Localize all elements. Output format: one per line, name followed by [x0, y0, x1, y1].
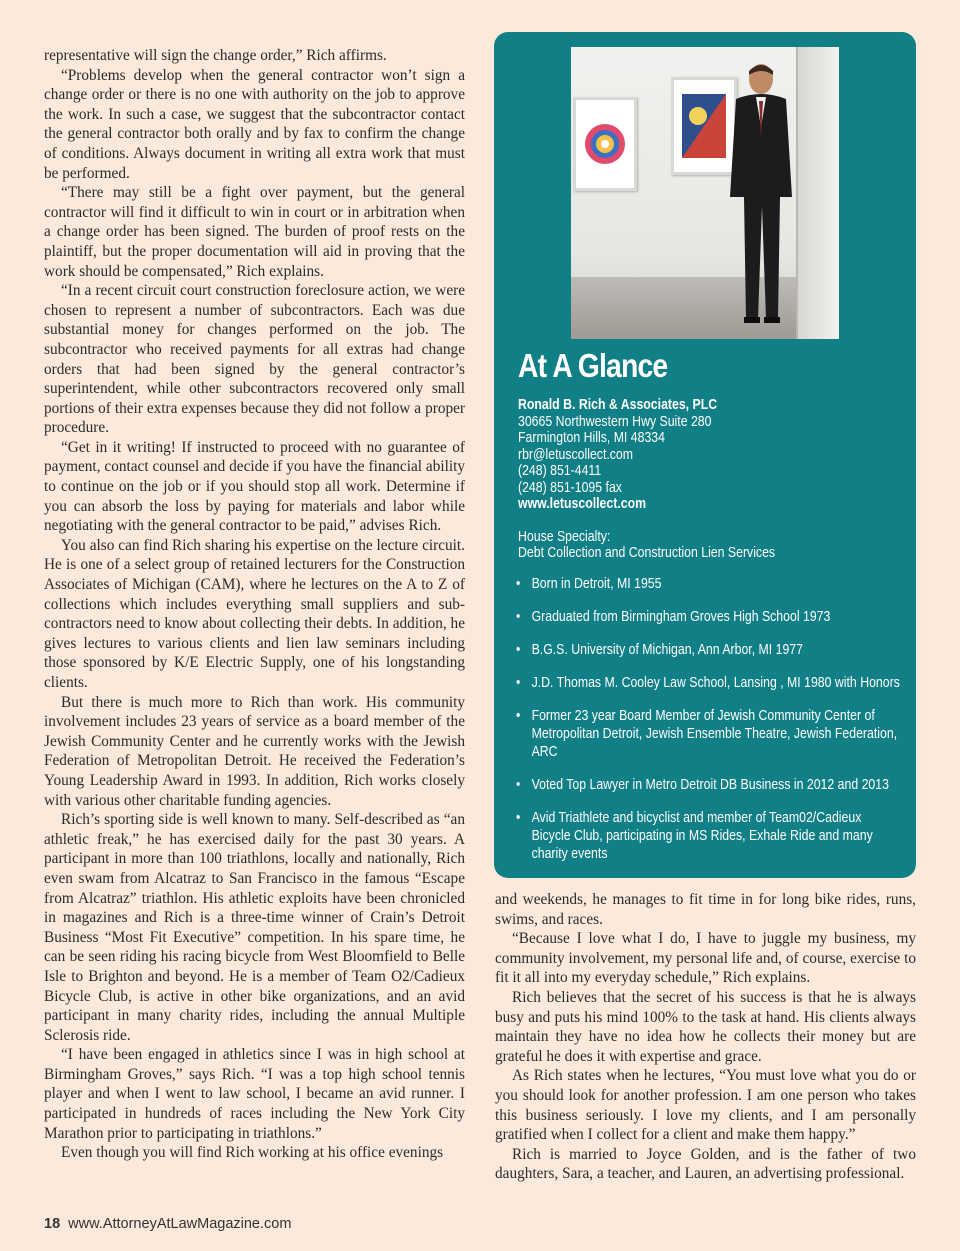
list-item: • Born in Detroit, MI 1955: [516, 575, 901, 593]
paragraph: As Rich states when he lectures, “You must love what you do or you should look for another profession. I am one person who takes this business seriously. I love my clients, and I am personally gratified when I collect for a client and make them happy.”: [495, 1067, 916, 1144]
list-item: • Avid Triathlete and bicyclist and member of Team02/Cadieux Bicycle Club, participating in MS Rides, Exhale Ride and many charity events: [516, 809, 901, 863]
at-a-glance-sidebar: [494, 32, 916, 878]
phone-number: (248) 851-4411: [518, 462, 602, 479]
paragraph: “In a recent circuit court construction foreclosure action, we were chosen to represent a number of subcontractors. Each was due substantial money for changes performed on the job. The subcontractor who received payments for all extras had change orders that had been signed by the general contractor’s superintendent, while other subcontractors recovered only small portions of their extra expenses because they did not follow a proper procedure.: [44, 282, 465, 437]
website-link[interactable]: www.letuscollect.com: [518, 495, 647, 512]
list-item: • Former 23 year Board Member of Jewish Community Center of Metropolitan Detroit, Jewish Ensemble Theatre, Jewish Federation, ARC: [516, 707, 901, 761]
paragraph: Even though you will find Rich working at his office evenings: [61, 1144, 444, 1162]
list-item: • B.G.S. University of Michigan, Ann Arbor, MI 1977: [516, 641, 901, 659]
address-line: 30665 Northwestern Hwy Suite 280: [518, 412, 712, 430]
fax-number: (248) 851-1095 fax: [518, 478, 622, 496]
contact-info: [518, 397, 862, 562]
paragraph: and weekends, he manages to fit time in for long bike rides, runs, swims, and races.: [495, 891, 916, 928]
paragraph: Rich’s sporting side is well known to many. Self-described as “an athletic freak,” he has exercised daily for the past 30 years. A participant in more than 100 triathlons, locally and nationally, Rich even swam from Alcatraz to San Francisco in the famous “Escape from Alcatraz” triathlon. His athletic exploits have been chronicled in magazines and Rich is a three-time winner of Crain’s Detroit Business “Most Fit Executive” competition. In his spare time, he can be seen riding his racing bicycle from West Bloomfield to Belle Isle to Brighton and beyond. He is a member of Team O2/Cadieux Bicycle Club, is active in other bike organizations, and an avid participant in many charity rides, including the annual Multiple Sclerosis ride.: [44, 811, 465, 1044]
sidebar-title: At A Glance: [518, 347, 668, 384]
specialty-text: Debt Collection and Construction Lien Services: [518, 544, 776, 561]
list-item: • Graduated from Birmingham Groves High School 1973: [516, 608, 901, 626]
paragraph: Rich believes that the secret of his success is that he is always busy and puts his mind 100% to the task at hand. His clients always maintain they have no idea how he collects their money but are grateful he does it with expertise and grace.: [495, 988, 916, 1065]
paragraph: representative will sign the change order,” Rich affirms.: [44, 47, 387, 64]
person-figure: [716, 57, 806, 327]
facts-list: [516, 575, 901, 878]
paragraph: “Get in it writing! If instructed to proceed with no guarantee of payment, contact counsel and decide if you have the financial ability to continue on the job or if you should stop all work. Determine if you can absorb the loss by paying for materials and labor while negotiating with the general contractor to be paid,” advises Rich.: [44, 438, 465, 535]
list-item: • Voted Top Lawyer in Metro Detroit DB Business in 2012 and 2013: [516, 776, 901, 794]
email-link[interactable]: rbr@letuscollect.com: [518, 445, 634, 463]
specialty-label: House Specialty:: [518, 527, 611, 545]
list-item: • J.D. Thomas M. Cooley Law School, Lansing , MI 1980 with Honors: [516, 674, 901, 692]
paragraph: “I have been engaged in athletics since I was in high school at Birmingham Groves,” says Rich. “I was a top high school tennis player and when I went to law school, I became an avid runner. I participated in hundreds of races including the New York City Marathon prior to participating in triathlons.”: [44, 1046, 465, 1142]
paragraph: Rich is married to Joyce Golden, and is the father of two daughters, Sara, a teacher, and Lauren, an advertising professional.: [495, 1145, 916, 1183]
article-left-column: [44, 46, 465, 1163]
paragraph: “There may still be a fight over payment, but the general contractor will find it difficult to win in court or in arbitration when a change order has been signed. The burden of proof rests on the plaintiff, but the proper documentation will aid in proving that the work should be compensated,” Rich explains.: [44, 184, 465, 280]
article-right-column: [495, 890, 916, 1184]
firm-name: Ronald B. Rich & Associates, PLC: [518, 396, 718, 413]
portrait-photo: [571, 47, 839, 339]
page-footer: [44, 1216, 291, 1232]
paragraph: You also can find Rich sharing his expertise on the lecture circuit. He is one of a select group of retained lecturers for the Construction Associates of Michigan (CAM), where he lectures on the A to Z of collections which includes everything small suppliers and sub-contractors need to know about collecting their debts. In addition, he gives lectures to various clients and lien law seminars including those sponsored by K/E Electric Supply, one of his longstanding clients.: [44, 536, 465, 691]
paragraph: “Problems develop when the general contractor won’t sign a change order or there is no one with authority on the job to approve the work. In such a case, we suggest that the subcontractor contact the general contractor both orally and by fax to confirm the change of conditions. Always document in writing all extra work that must be performed.: [44, 66, 465, 182]
address-line: Farmington Hills, MI 48334: [518, 429, 665, 446]
page-number: 18: [44, 1216, 61, 1232]
paragraph: But there is much more to Rich than work. His community involvement includes 23 years of service as a board member of the Jewish Community Center and he currently works with the Jewish Federation of Metropolitan Detroit. He received the Federation’s Young Leadership Award in 1993. In addition, Rich works closely with various other charitable funding agencies.: [44, 693, 465, 809]
artwork-frame: [573, 97, 637, 191]
footer-site-link[interactable]: www.AttorneyAtLawMagazine.com: [68, 1216, 292, 1232]
paragraph: “Because I love what I do, I have to juggle my business, my community involvement, my personal life and, of course, exercise to fit it all into my everyday schedule,” Rich explains.: [495, 930, 916, 987]
